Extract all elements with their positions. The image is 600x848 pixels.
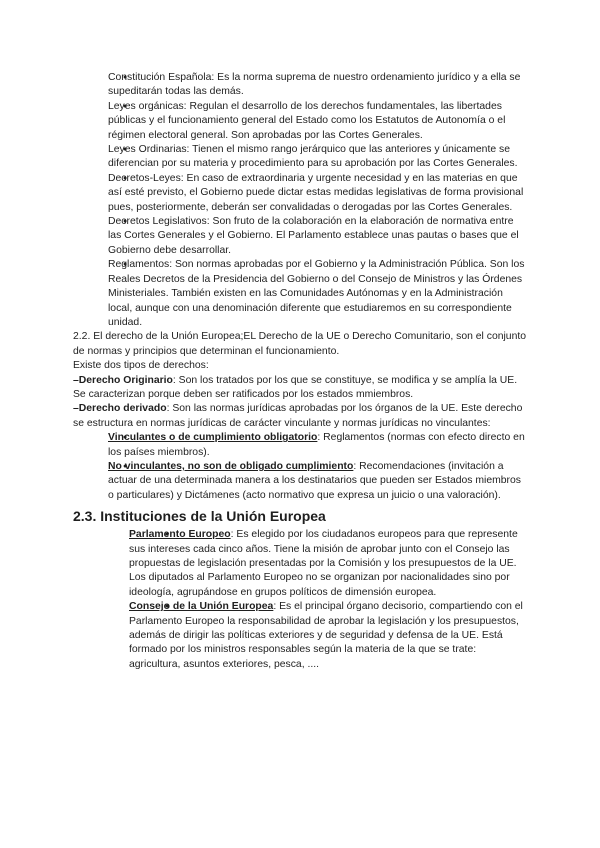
- list-item: [108, 431, 529, 460]
- institutions-list: [73, 528, 529, 672]
- item-label: No vinculantes, no son de obligado cumplimiento: [108, 460, 354, 472]
- derivado-label: –Derecho derivado: [73, 403, 167, 415]
- item-label: Vinculantes o de cumplimiento obligatorio: [108, 432, 318, 444]
- item-text: : Recomendaciones (invitación a actuar de una determinada manera a los destinatarios que pueden ser Estados miembros o particulares) y Dictámenes (acto normativo que expresa un juicio o una valoración).: [108, 460, 521, 501]
- list-item: ● Leyes orgánicas: Regulan el desarrollo de los derechos fundamentales, las libertades públicas y el funcionamiento general del Estado como los Estatutos de Autonomía o el régimen electoral general. Son aprobadas por las Cortes Generales.: [108, 100, 529, 143]
- derivado-paragraph: [73, 402, 529, 431]
- list-item: [129, 600, 529, 672]
- section-intro-paragraph: 2.2. El derecho de la Unión Europea;EL Derecho de la UE o Derecho Comunitario, son el conjunto de normas y principios que determinan el funcionamiento.: [73, 331, 527, 357]
- item-text: : Es el principal órgano decisorio, compartiendo con el Parlamento Europeo la responsabilidad de aprobar la legislación y los presupuestos, además de dirigir las políticas exteriores y de seguridad y defensa de la UE. Está formado por los ministros responsables según la materia de la que se trate: agricultura, asuntos exteriores, pesca, ....: [129, 601, 523, 670]
- derivado-text: : Son las normas jurídicas aprobadas por los órganos de la UE. Este derecho se estructura en normas jurídicas de carácter vinculante y normas jurídicas no vinculantes:: [73, 403, 523, 429]
- item-text: : Es elegido por los ciudadanos europeos para que represente sus intereses cada cinco años. Tiene la misión de aprobar junto con el Consejo las propuestas de legislación presentadas por la Comisión y los presupuestos de la UE. Los diputados al Parlamento Europeo no se organizan por nacionalidades sino por ideología, agrupándose en grupos políticos de dimensión europea.: [129, 529, 518, 598]
- item-label: Consejo de la Unión Europea: [129, 601, 274, 613]
- types-line: Existe dos tipos de derechos:: [73, 360, 209, 372]
- list-item: ● Reglamentos: Son normas aprobadas por el Gobierno y la Administración Pública. Son los Reales Decretos de la Presidencia del Gobierno o del Consejo de Ministros y las Órdenes Ministeriales. También existen en las Comunidades Autónomas y en la Administración local, aunque con una denominación diferente que estudiaremos en su correspondiente unidad.: [108, 258, 529, 330]
- item-text: : Reglamentos (normas con efecto directo en los países miembros).: [108, 432, 525, 458]
- section-heading: 2.3. Instituciones de la Unión Europea: [73, 508, 326, 525]
- list-item: [129, 528, 529, 600]
- originario-paragraph: [73, 374, 529, 403]
- list-item: ● Leyes Ordinarias: Tienen el mismo rango jerárquico que las anteriores y únicamente se diferencian por su materia y procedimiento para su aprobación por las Cortes Generales.: [108, 143, 529, 172]
- legal-sources-list: [73, 71, 529, 330]
- originario-text: : Son los tratados por los que se constituye, se modifica y se amplía la UE. Se caracterizan porque deben ser ratificados por los estados mmiembros.: [73, 374, 518, 400]
- list-item: ● Constitución Española: Es la norma suprema de nuestro ordenamiento jurídico y a ella se supeditarán todas las demás.: [108, 71, 529, 100]
- list-item: ● Decretos Legislativos: Son fruto de la colaboración en la elaboración de normativa entre las Cortes Generales y el Gobierno. El Parlamento establece unas pautas o bases que el Gobierno debe desarrollar.: [108, 215, 529, 258]
- derecho-derivado-list: [73, 431, 529, 503]
- list-item: [108, 460, 529, 503]
- document-content: [73, 71, 529, 672]
- originario-label: –Derecho Originario: [73, 374, 173, 386]
- list-item: ● Decretos-Leyes: En caso de extraordinaria y urgente necesidad y en las materias en que así esté previsto, el Gobierno puede dictar estas medidas legislativas de forma provisional pues, posteriormente, deberán ser convalidadas o derogadas por las Cortes Generales.: [108, 172, 529, 215]
- item-label: Parlamento Europeo: [129, 529, 231, 541]
